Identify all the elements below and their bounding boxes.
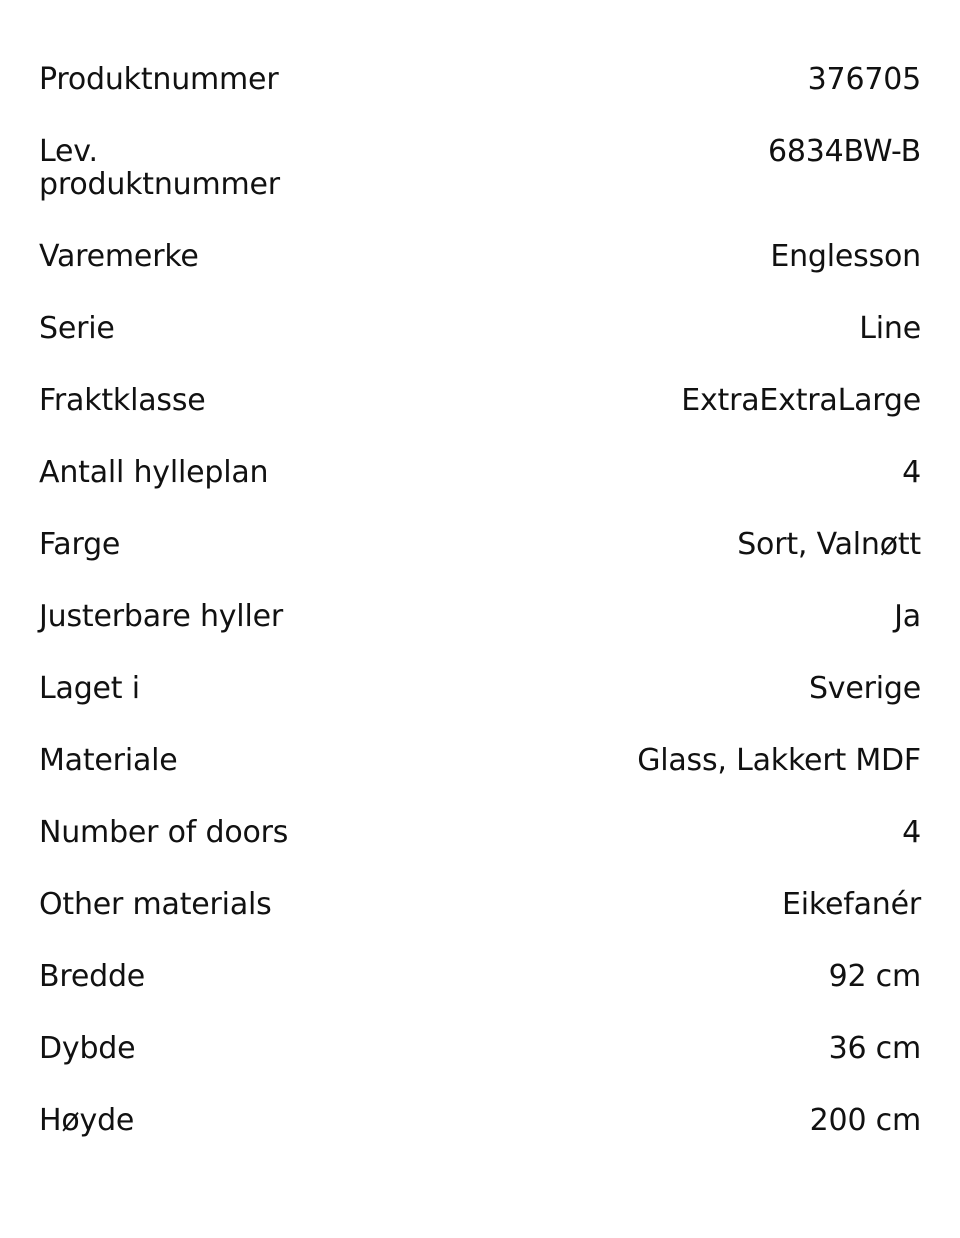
spec-row-shelf-count xyxy=(39,437,921,509)
spec-value: 4 xyxy=(902,815,921,850)
spec-value: Eikefanér xyxy=(781,887,921,922)
spec-label: Produktnummer xyxy=(39,62,279,97)
spec-value: 92 cm xyxy=(828,959,921,994)
spec-value: 6834BW-B xyxy=(767,134,921,169)
spec-value: 36 cm xyxy=(828,1031,921,1066)
spec-row-series xyxy=(39,293,921,365)
spec-value: 376705 xyxy=(807,62,921,97)
product-specifications-table xyxy=(39,44,921,1157)
spec-row-depth xyxy=(39,1013,921,1085)
spec-row-adjustable-shelves xyxy=(39,581,921,653)
spec-label: Laget i xyxy=(39,671,140,706)
spec-row-product-number xyxy=(39,44,921,116)
spec-value: ExtraExtraLarge xyxy=(681,383,921,418)
spec-label: Serie xyxy=(39,311,115,346)
spec-label: Dybde xyxy=(39,1031,136,1066)
spec-row-width xyxy=(39,941,921,1013)
spec-label: Lev. produktnummer xyxy=(39,134,280,202)
spec-value: Glass, Lakkert MDF xyxy=(637,743,921,778)
spec-row-material xyxy=(39,725,921,797)
spec-label: Farge xyxy=(39,527,121,562)
spec-row-made-in xyxy=(39,653,921,725)
spec-label: Høyde xyxy=(39,1103,135,1138)
spec-label: Bredde xyxy=(39,959,146,994)
spec-row-color xyxy=(39,509,921,581)
spec-row-shipping-class xyxy=(39,365,921,437)
spec-value: 200 cm xyxy=(809,1103,921,1138)
spec-label: Number of doors xyxy=(39,815,289,850)
spec-label: Justerbare hyller xyxy=(39,599,283,634)
spec-row-number-of-doors xyxy=(39,797,921,869)
spec-value: Ja xyxy=(894,599,921,634)
spec-label: Antall hylleplan xyxy=(39,455,269,490)
spec-label: Varemerke xyxy=(39,239,199,274)
spec-value: 4 xyxy=(902,455,921,490)
spec-value: Line xyxy=(859,311,921,346)
spec-label: Other materials xyxy=(39,887,272,922)
spec-row-brand xyxy=(39,221,921,293)
spec-row-other-materials xyxy=(39,869,921,941)
spec-label: Materiale xyxy=(39,743,178,778)
spec-value: Sort, Valnøtt xyxy=(737,527,921,562)
spec-label: Fraktklasse xyxy=(39,383,206,418)
spec-value: Englesson xyxy=(770,239,921,274)
spec-row-height xyxy=(39,1085,921,1157)
spec-row-supplier-product-number xyxy=(39,116,921,221)
spec-value: Sverige xyxy=(808,671,921,706)
